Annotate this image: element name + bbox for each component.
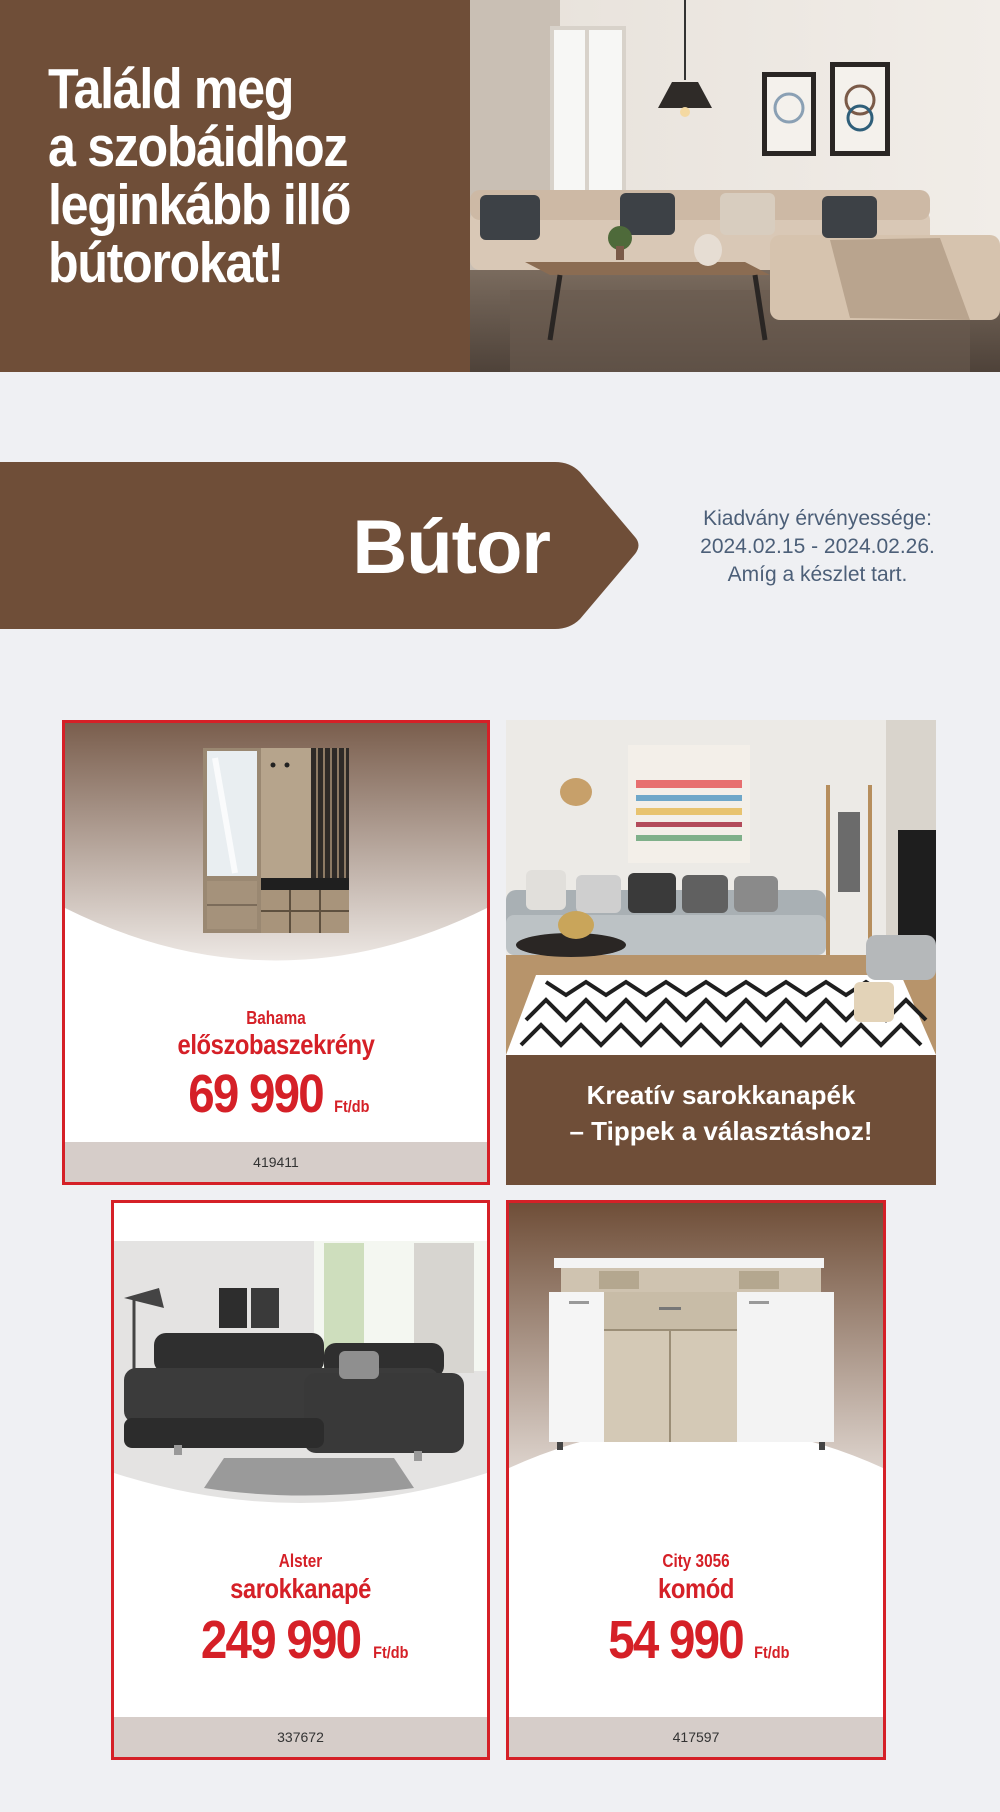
product-code: 337672 bbox=[114, 1717, 487, 1757]
price-value: 69 990 bbox=[188, 1064, 324, 1124]
product-brand: City 3056 bbox=[662, 1551, 730, 1571]
product-card-city-3056[interactable] bbox=[506, 1200, 886, 1760]
price-unit: Ft/db bbox=[754, 1643, 790, 1662]
price-unit: Ft/db bbox=[334, 1097, 370, 1116]
price-unit: Ft/db bbox=[372, 1643, 408, 1662]
product-brand: Bahama bbox=[246, 1008, 306, 1028]
product-price bbox=[509, 1609, 883, 1671]
price-value: 249 990 bbox=[200, 1610, 361, 1670]
hallway-cabinet-image bbox=[65, 723, 487, 973]
validity-label: Kiadvány érvényessége: bbox=[703, 507, 932, 530]
promo-caption: Kreatív sarokkanapék – Tippek a választáshoz! bbox=[569, 1080, 873, 1146]
validity-info bbox=[660, 505, 975, 589]
hero-title: Találd meg a szobáidhoz leginkább illő bútorokat! bbox=[48, 57, 351, 295]
validity-dates: 2024.02.15 - 2024.02.26. bbox=[700, 535, 935, 558]
promo-card-corner-sofas[interactable] bbox=[506, 720, 936, 1185]
validity-note: Amíg a készlet tart. bbox=[727, 563, 908, 586]
living-room-photo bbox=[470, 0, 1000, 372]
living-room-sofa-photo bbox=[506, 720, 936, 1055]
product-code: 417597 bbox=[509, 1717, 883, 1757]
price-value: 54 990 bbox=[608, 1610, 744, 1670]
hero-banner[interactable] bbox=[0, 0, 1000, 372]
product-card-alster[interactable] bbox=[111, 1200, 490, 1760]
product-name: sarokkanapé bbox=[230, 1573, 371, 1604]
chest-of-drawers-image bbox=[509, 1203, 883, 1513]
corner-sofa-image bbox=[114, 1203, 487, 1503]
product-brand: Alster bbox=[278, 1551, 323, 1571]
product-price bbox=[114, 1609, 487, 1671]
product-name: komód bbox=[658, 1573, 734, 1604]
product-name: előszobaszekrény bbox=[177, 1029, 375, 1060]
product-price bbox=[65, 1063, 487, 1125]
product-card-bahama[interactable] bbox=[62, 720, 490, 1185]
product-code: 419411 bbox=[65, 1142, 487, 1182]
section-title: Bútor bbox=[352, 505, 550, 590]
